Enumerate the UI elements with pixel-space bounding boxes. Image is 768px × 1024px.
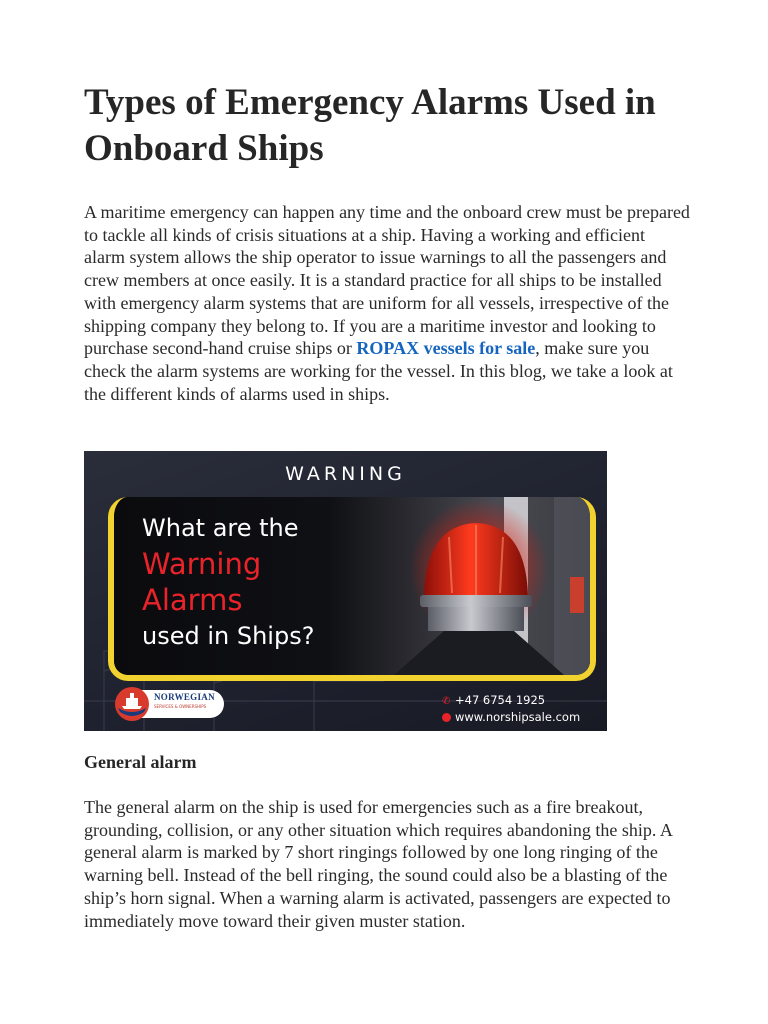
intro-text-after-link: , make sure you check the alarm systems are working for the vessel. In this blog, we take a look at the different kinds of alarms used in ships. xyxy=(84,338,673,404)
logo-brand-subtitle: SERVICES & OWNERSHIPS xyxy=(154,704,207,709)
intro-text-before-link: A maritime emergency can happen any time and the onboard crew must be prepared to tackle all kinds of crisis situations at a ship. Having a working and efficient alarm system allows the ship operator to issue warnings to all the passengers and crew members at once easily. It is a standard practice for all ships to be installed with emergency alarm systems that are uniform for all vessels, irrespective of the shipping company they belong to. If you are a maritime investor and looking to purchase second-hand cruise ships or xyxy=(84,202,690,359)
banner-headline-line2: Warning xyxy=(142,547,262,581)
intro-paragraph xyxy=(84,201,690,405)
logo-brand-name: NORWEGIAN xyxy=(154,692,215,702)
globe-icon xyxy=(442,713,451,722)
page-title: Types of Emergency Alarms Used in Onboard Ships xyxy=(84,82,656,169)
banner-headline-line1: What are the xyxy=(142,514,299,542)
ship-emblem-icon xyxy=(114,686,150,722)
banner-phone-number: +47 6754 1925 xyxy=(455,693,546,707)
norwegian-logo xyxy=(114,687,228,721)
general-alarm-paragraph: The general alarm on the ship is used for emergencies such as a fire breakout, grounding, collision, or any other situation which requires abandoning the ship. A general alarm is marked by 7 short ringings followed by one long ringing of the warning bell. Instead of the bell ringing, the sound could also be a blasting of the ship’s horn signal. When a warning alarm is activated, passengers are expected to immediately move toward their given muster station. xyxy=(84,797,672,931)
banner-headline-line3: Alarms xyxy=(142,583,243,617)
banner-website-url: www.norshipsale.com xyxy=(455,710,581,724)
banner-warning-label: WARNING xyxy=(285,463,406,485)
banner-website xyxy=(442,710,580,724)
warning-alarms-banner xyxy=(84,451,607,731)
banner-headline-line4: used in Ships? xyxy=(142,622,315,650)
banner-phone xyxy=(442,693,545,707)
section-heading-general-alarm: General alarm xyxy=(84,752,197,772)
phone-icon: ✆ xyxy=(442,696,451,707)
ropax-vessels-link[interactable]: ROPAX vessels for sale xyxy=(356,338,536,359)
red-beacon-icon xyxy=(364,497,590,675)
banner-card xyxy=(108,497,596,681)
